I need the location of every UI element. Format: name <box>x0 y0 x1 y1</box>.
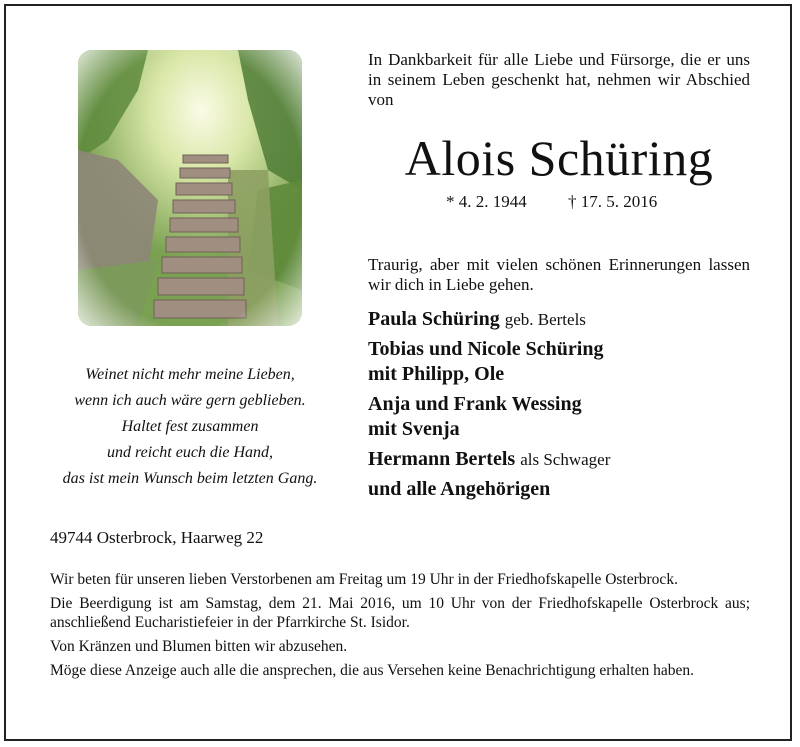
mourner-name: Anja und Frank Wessing <box>368 393 582 415</box>
mourner-name: Hermann Bertels <box>368 448 516 470</box>
mourner-line <box>368 448 610 471</box>
poem-line: Weinet nicht mehr meine Lieben, <box>85 366 295 383</box>
poem-line: Haltet fest zusammen <box>121 418 259 435</box>
poem-line: und reicht euch die Hand, <box>106 444 274 461</box>
note-paragraph: Von Kränzen und Blumen bitten wir abzusehen. <box>50 638 348 655</box>
mourner-suffix: geb. Bertels <box>504 310 586 329</box>
service-notes <box>50 570 750 685</box>
note-paragraph: Möge diese Anzeige auch alle die ansprechen, die aus Versehen keine Benachrichtigung erhalten haben. <box>50 662 694 679</box>
mourner-line <box>368 478 550 501</box>
note-paragraph: Wir beten für unseren lieben Verstorbenen am Freitag um 19 Uhr in der Friedhofskapelle Osterbrock. <box>50 571 678 588</box>
deceased-name: Alois Schüring <box>404 130 714 186</box>
mourner-line <box>368 308 586 331</box>
forest-stairs-image <box>78 50 302 326</box>
death-date: † 17. 5. 2016 <box>568 192 658 211</box>
poem-line: das ist mein Wunsch beim letzten Gang. <box>62 470 318 487</box>
intro-text: In Dankbarkeit für alle Liebe und Fürsorge, die er uns in seinem Leben geschenkt hat, nehmen wir Abschied von <box>368 50 750 109</box>
note-paragraph: Die Beerdigung ist am Samstag, dem 21. Mai 2016, um 10 Uhr von der Friedhofskapelle Osterbrock aus; anschließend Eucharistiefeier in der Pfarrkirche St. Isidor. <box>50 595 750 631</box>
mourner-line <box>368 363 504 386</box>
mourner-name: mit Svenja <box>368 418 460 440</box>
mourner-line <box>368 338 603 361</box>
mourner-line <box>368 393 582 416</box>
farewell-text: Traurig, aber mit vielen schönen Erinnerungen lassen wir dich in Liebe gehen. <box>368 255 750 294</box>
mourner-name: und alle Angehörigen <box>368 478 551 500</box>
mourner-name: Paula Schüring <box>368 308 500 330</box>
poem-line: wenn ich auch wäre gern geblieben. <box>74 392 306 409</box>
address: 49744 Osterbrock, Haarweg 22 <box>50 528 264 547</box>
birth-date: * 4. 2. 1944 <box>446 192 527 211</box>
poem <box>40 362 340 492</box>
mourner-line <box>368 418 460 441</box>
mourner-suffix: als Schwager <box>520 450 611 469</box>
mourner-name: Tobias und Nicole Schüring <box>368 338 604 360</box>
mourner-name: mit Philipp, Ole <box>368 363 505 385</box>
